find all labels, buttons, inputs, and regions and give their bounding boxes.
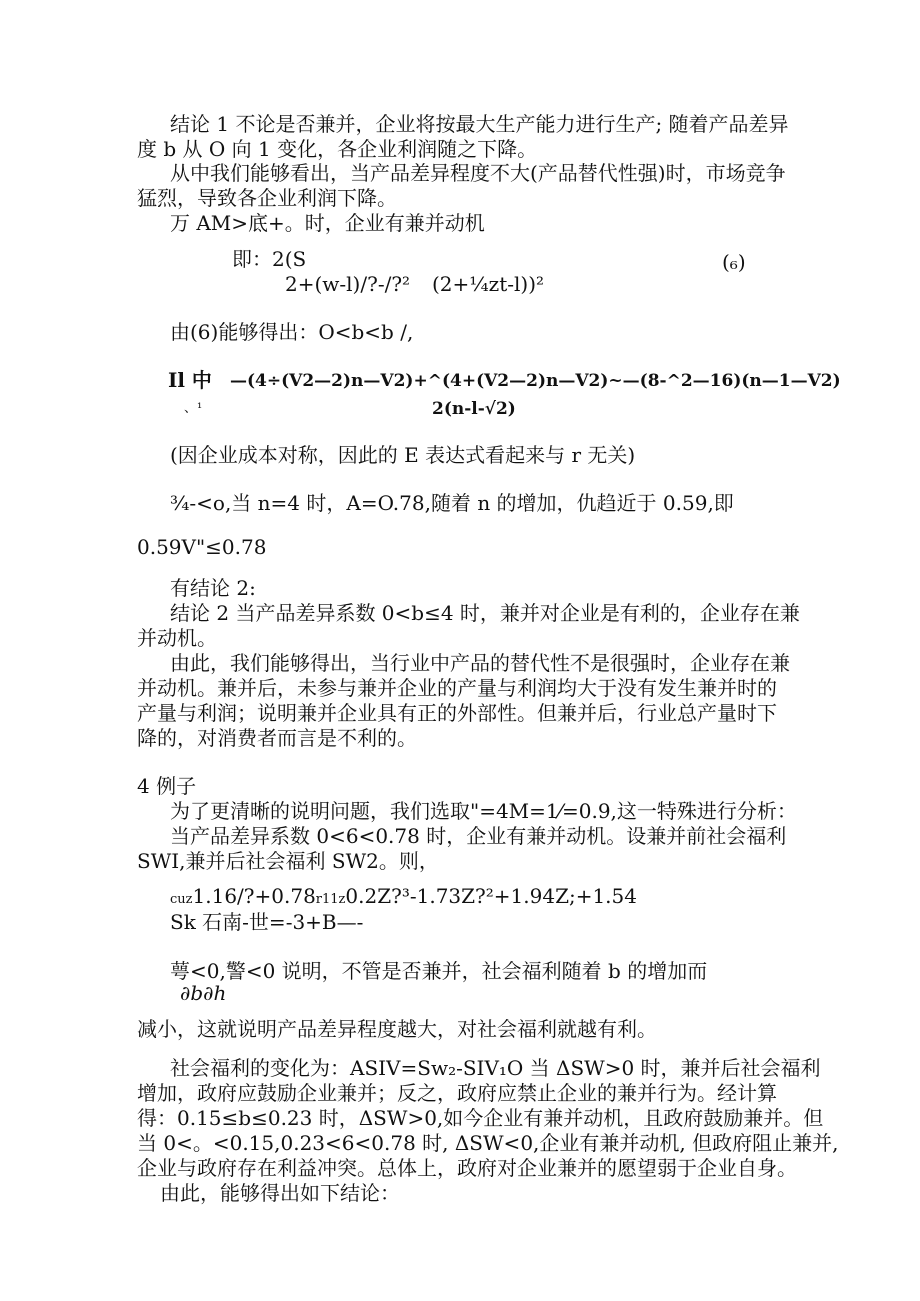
welfare-formula-line-1 <box>170 884 637 912</box>
paragraph-competition-line-2: 猛烈，导致各企业利润下降。 <box>137 186 397 210</box>
derivative-subscript: ∂b∂h <box>180 981 227 1005</box>
welfare-change-line-4: 当 0<。<0.15,0.23<6<0.78 时, ΔSW<0,企业有兼并动机, 但政府阻止兼并, <box>137 1131 839 1155</box>
cost-symmetry-note: (因企业成本对称，因此的 E 表达式看起来与 r 无关) <box>170 443 636 467</box>
formula-part-a: 1.16/?+0.78 <box>192 884 316 908</box>
formula-sub-1: cuz <box>170 892 193 907</box>
conclusion-1-line-1: 结论 1 不论是否兼并，企业将按最大生产能力进行生产; 随着产品差异 <box>170 112 789 136</box>
range-result: 0.59V"≤0.78 <box>137 535 267 559</box>
equation-b-star: —(4÷(V2—2)n—V2)+^(4+(V2—2)n—V2)~—(8-^2—16)(n—1—V2) <box>230 371 841 391</box>
derived-range-b: 由(6)能够得出：O<b<b /, <box>170 320 414 344</box>
welfare-setup-line-2: SWI,兼并后社会福利 SW2。则， <box>137 849 439 873</box>
conclusion-1-line-2: 度 b 从 O 向 1 变化，各企业利润随之下降。 <box>137 137 538 161</box>
welfare-decrease-note: 减小，这就说明产品差异程度越大，对社会福利就越有利。 <box>137 1017 657 1041</box>
formula-sub-2: r11z <box>315 892 346 907</box>
welfare-change-line-3: 得：0.15≤b≤0.23 时，ΔSW>0,如今企业有兼并动机，且政府鼓励兼并。但 <box>137 1106 824 1130</box>
limit-statement: ¾-<o,当 n=4 时，A=O.78,随着 n 的增加，仇趋近于 0.59,即 <box>170 491 734 515</box>
equation-prefix: Il 中 <box>168 368 212 392</box>
section-heading-example: 4 例子 <box>137 774 197 798</box>
externality-line-3: 产量与利润；说明兼并企业具有正的外部性。但兼并后，行业总产量时下 <box>137 701 777 725</box>
example-parameters: 为了更清晰的说明问题，我们选取"=4M=1⁄=0.9,这一特殊进行分析： <box>170 799 797 823</box>
welfare-formula-line-2: Sk 石南-世=-3+B—- <box>170 910 364 934</box>
welfare-change-line-1: 社会福利的变化为：ASIV=Sw₂-SIV₁O 当 ΔSW>0 时，兼并后社会福利 <box>170 1056 821 1080</box>
derivative-statement: 萼<0,警<0 说明，不管是否兼并，社会福利随着 b 的增加而 <box>170 959 708 983</box>
conclusion-2-intro: 有结论 2: <box>170 576 256 600</box>
equation-6-number: (₆) <box>722 250 746 274</box>
externality-line-1: 由此，我们能够得出，当行业中产品的替代性不是很强时，企业存在兼 <box>170 651 790 675</box>
merger-motive-condition: 万 AM>底+。时，企业有兼并动机 <box>170 211 485 235</box>
final-lead-in: 由此，能够得出如下结论： <box>160 1181 400 1205</box>
paragraph-competition-line-1: 从中我们能够看出，当产品差异程度不大(产品替代性强)时，市场竞争 <box>170 161 786 185</box>
externality-line-2: 并动机。兼并后，未参与兼并企业的产量与利润均大于没有发生兼并时的 <box>137 676 777 700</box>
equation-denominator: 2(n-l-√2) <box>432 399 516 419</box>
welfare-change-line-5: 企业与政府存在利益冲突。总体上，政府对企业兼并的愿望弱于企业自身。 <box>137 1156 797 1180</box>
formula-part-b: 0.2Z?³-1.73Z?²+1.94Z;+1.54 <box>345 884 637 908</box>
welfare-setup-line-1: 当产品差异系数 0<6<0.78 时，企业有兼并动机。设兼并前社会福利 <box>170 824 787 848</box>
externality-line-4: 降的，对消费者而言是不利的。 <box>137 726 417 750</box>
equation-6-line-2-left: 2+(w-l)/?-/?² <box>285 272 411 296</box>
welfare-change-line-2: 增加，政府应鼓励企业兼并；反之，政府应禁止企业的兼并行为。经计算 <box>137 1081 777 1105</box>
equation-6-line-1: 即：2(S <box>232 247 307 271</box>
conclusion-2-line-2: 并动机。 <box>137 626 217 650</box>
conclusion-2-line-1: 结论 2 当产品差异系数 0<b≤4 时，兼并对企业是有利的，企业存在兼 <box>170 601 800 625</box>
equation-6-line-2-right: (2+¼zt-l))² <box>432 272 545 296</box>
equation-sub-left: 、¹ <box>184 401 203 416</box>
